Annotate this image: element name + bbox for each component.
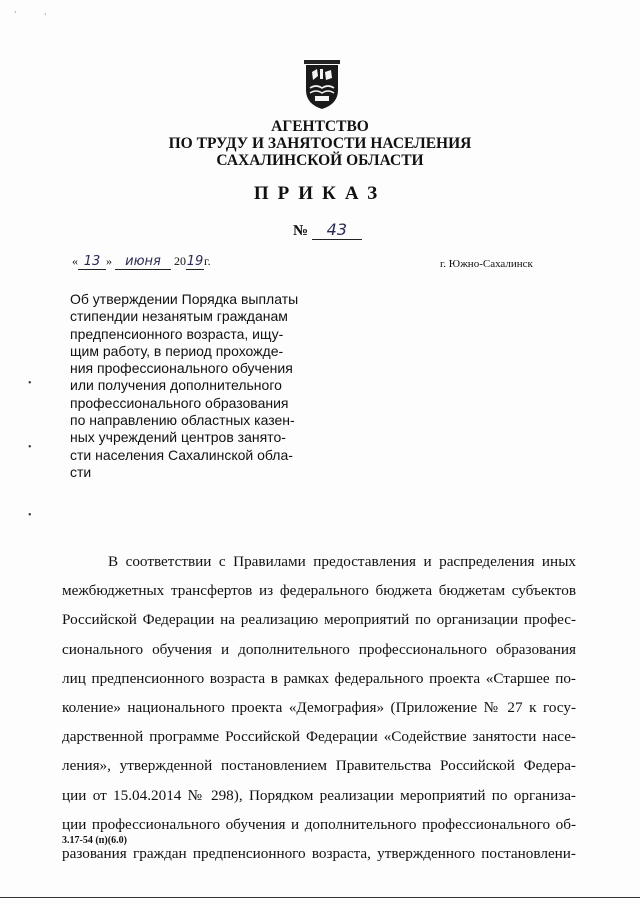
agency-name <box>150 118 490 169</box>
order-date <box>72 254 211 270</box>
city-label: г. Южно-Сахалинск <box>440 258 533 270</box>
body-line: разования граждан предпенсионного возраста, утвержденного постановлени- <box>62 845 576 863</box>
date-open-quote: « <box>72 254 78 268</box>
subject-line: по направлению областных казен- <box>70 412 295 429</box>
scan-margin-mark: • <box>28 442 32 453</box>
agency-line-2: ПО ТРУДУ И ЗАНЯТОСТИ НАСЕЛЕНИЯ <box>168 135 472 152</box>
subject-line: или получения дополнительного <box>70 377 282 394</box>
subject-line: ния профессионального обучения <box>70 360 293 377</box>
form-code: 3.17-54 (п)(6.0) <box>62 835 127 846</box>
date-year-prefix: 20 <box>174 254 186 268</box>
number-sign: № <box>293 223 309 239</box>
order-number-value: 43 <box>312 220 362 240</box>
scan-speck-mark: · <box>14 8 17 17</box>
body-line: ления», утвержденной постановлением Правительства Российской Федера- <box>62 757 576 775</box>
subject-line: щим работу, в период прохожде- <box>70 342 284 359</box>
subject-line: ных учреждений центров занято- <box>70 429 286 446</box>
subject-line: профессионального образования <box>70 394 289 411</box>
body-line: ции от 15.04.2014 № 298), Порядком реализации мероприятий по организа- <box>62 786 576 804</box>
subject-line: Об утверждении Порядка выплаты <box>70 291 299 307</box>
date-year-suffix: 19 <box>186 254 204 269</box>
order-body <box>62 547 576 868</box>
scan-margin-mark: • <box>28 378 32 389</box>
subject-line: предпенсионного возраста, ищу- <box>70 325 284 342</box>
subject-line: стипендии незанятым гражданам <box>70 308 288 325</box>
body-line: ции профессионального обучения и дополнительного профессионального об- <box>62 815 576 833</box>
body-line: В соответствии с Правилами предоставления и распределения иных <box>108 553 576 570</box>
subject-line: сти населения Сахалинской обла- <box>70 446 293 463</box>
body-line: лиц предпенсионного возраста в рамках федерального проекта «Старшее по- <box>62 669 576 687</box>
agency-line-1: АГЕНТСТВО <box>271 118 369 135</box>
page-bottom-edge <box>0 897 640 898</box>
order-number <box>293 220 362 240</box>
date-day: 13 <box>78 254 106 270</box>
coat-of-arms-icon <box>303 60 341 110</box>
subject-line: сти <box>70 463 92 480</box>
date-close-quote: » <box>106 254 112 268</box>
date-month: июня <box>115 254 171 270</box>
body-line: межбюджетных трансфертов из федерального бюджета бюджетам субъектов <box>62 582 576 600</box>
scan-margin-mark: • <box>28 510 32 521</box>
body-line: дарственной программе Российской Федерации «Содействие занятости насе- <box>62 728 576 746</box>
order-subject <box>70 291 310 481</box>
document-type-title: ПРИКАЗ <box>253 183 387 204</box>
body-line: Российской Федерации на реализацию мероприятий по организации профес- <box>62 611 576 629</box>
date-year-unit: г. <box>204 254 211 268</box>
body-line: коление» национального проекта «Демография» (Приложение № 27 к госу- <box>62 699 576 717</box>
body-line: сионального обучения и дополнительного профессионального образования <box>62 640 576 658</box>
scan-speck-mark: · <box>44 10 47 19</box>
agency-line-3: САХАЛИНСКОЙ ОБЛАСТИ <box>216 152 424 169</box>
